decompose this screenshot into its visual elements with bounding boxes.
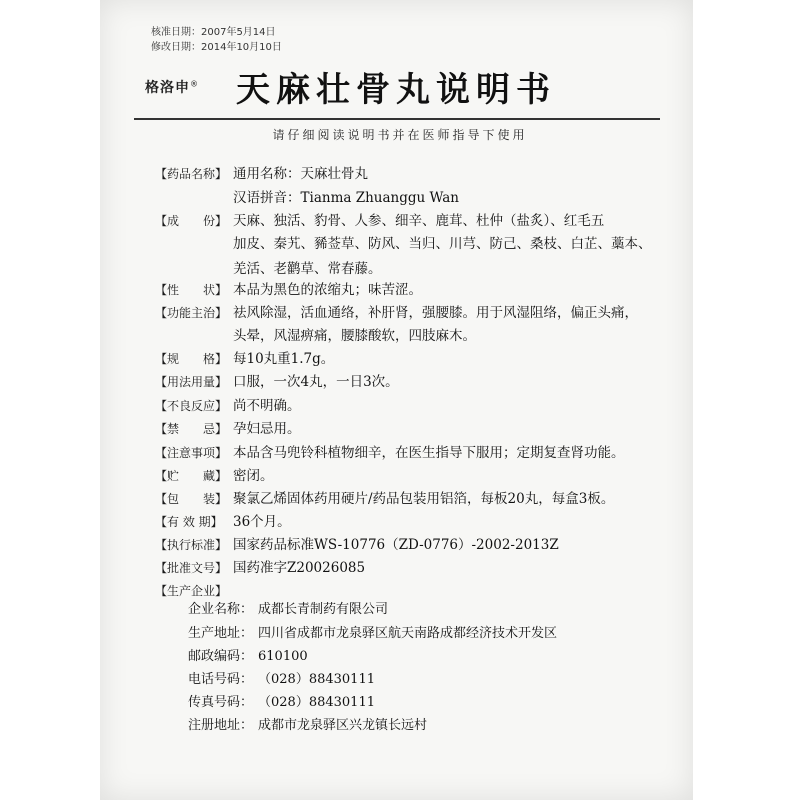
package-value: 聚氯乙烯固体药用硬片/药品包装用铝箔，每板20丸，每盒3板。 bbox=[233, 491, 615, 507]
ingredients-line-3: 羌活、老鹳草、常春藤。 bbox=[233, 261, 382, 277]
address-label: 生产地址： bbox=[188, 626, 254, 641]
registered-mark: ® bbox=[190, 79, 199, 89]
approval-date: 核准日期：2007年5月14日 bbox=[151, 27, 276, 38]
label-indications: 【功能主治】 bbox=[155, 306, 228, 320]
fax-label: 传真号码： bbox=[188, 695, 254, 710]
phone-label: 电话号码： bbox=[188, 672, 254, 687]
indications-line-2: 头晕，风湿痹痛，腰膝酸软，四肢麻木。 bbox=[233, 328, 476, 344]
label-precautions: 【注意事项】 bbox=[155, 446, 228, 460]
company-label: 企业名称： bbox=[188, 602, 254, 617]
label-storage: 【贮 藏】 bbox=[155, 469, 228, 483]
appearance-value: 本品为黑色的浓缩丸；味苦涩。 bbox=[233, 282, 422, 298]
registered-address-label: 注册地址： bbox=[188, 718, 254, 733]
usage-notice: 请仔细阅读说明书并在医师指导下使用 bbox=[272, 128, 528, 142]
postcode-label: 邮政编码： bbox=[188, 649, 254, 664]
label-standard: 【执行标准】 bbox=[155, 538, 228, 552]
ingredients-line-2: 加皮、秦艽、豨莶草、防风、当归、川芎、防己、桑枝、白芷、藁本、 bbox=[233, 236, 652, 252]
label-validity: 【有 效 期】 bbox=[155, 515, 223, 529]
label-approval-number: 【批准文号】 bbox=[155, 561, 228, 575]
ingredients-line-1: 天麻、独活、豹骨、人参、细辛、鹿茸、杜仲（盐炙）、红毛五 bbox=[233, 213, 605, 229]
validity-value: 36个月。 bbox=[233, 514, 291, 530]
document-title: 天麻壮骨丸说明书 bbox=[236, 70, 556, 110]
label-contraindications: 【禁 忌】 bbox=[155, 422, 228, 436]
revision-date: 修改日期：2014年10月10日 bbox=[151, 42, 282, 53]
label-dosage: 【用法用量】 bbox=[155, 375, 228, 389]
fax-value: （028）88430111 bbox=[258, 695, 375, 710]
registered-address-value: 成都市龙泉驿区兴龙镇长远村 bbox=[258, 718, 428, 733]
phone-value: （028）88430111 bbox=[258, 672, 375, 687]
storage-value: 密闭。 bbox=[233, 468, 274, 484]
label-appearance: 【性 状】 bbox=[155, 283, 228, 297]
dosage-value: 口服，一次4丸，一日3次。 bbox=[233, 374, 399, 390]
generic-name: 通用名称：天麻壮骨丸 bbox=[233, 166, 368, 182]
label-adverse-reactions: 【不良反应】 bbox=[155, 399, 228, 413]
label-manufacturer: 【生产企业】 bbox=[155, 584, 228, 598]
company-name: 成都长青制药有限公司 bbox=[258, 602, 389, 617]
production-address: 四川省成都市龙泉驿区航天南路成都经济技术开发区 bbox=[258, 626, 558, 641]
label-drug-name: 【药品名称】 bbox=[155, 167, 228, 181]
label-package: 【包 装】 bbox=[155, 492, 228, 506]
postcode-value: 610100 bbox=[258, 649, 308, 664]
contraindications-value: 孕妇忌用。 bbox=[233, 421, 301, 437]
standard-value: 国家药品标准WS-10776（ZD-0776）-2002-2013Z bbox=[233, 537, 559, 553]
spec-value: 每10丸重1.7g。 bbox=[233, 351, 335, 367]
label-ingredients: 【成 份】 bbox=[155, 214, 228, 228]
brand-name: 格洛申 bbox=[145, 80, 190, 96]
pinyin-name: 汉语拼音：Tianma Zhuanggu Wan bbox=[233, 190, 459, 206]
title-divider bbox=[134, 118, 660, 120]
adverse-value: 尚不明确。 bbox=[233, 398, 301, 414]
brand-logo bbox=[145, 77, 199, 97]
approval-number-value: 国药准字Z20026085 bbox=[233, 560, 366, 576]
precautions-value: 本品含马兜铃科植物细辛，在医生指导下服用；定期复查肾功能。 bbox=[233, 445, 625, 461]
label-spec: 【规 格】 bbox=[155, 352, 228, 366]
indications-line-1: 祛风除湿，活血通络，补肝肾，强腰膝。用于风湿阻络，偏正头痛， bbox=[233, 305, 638, 321]
